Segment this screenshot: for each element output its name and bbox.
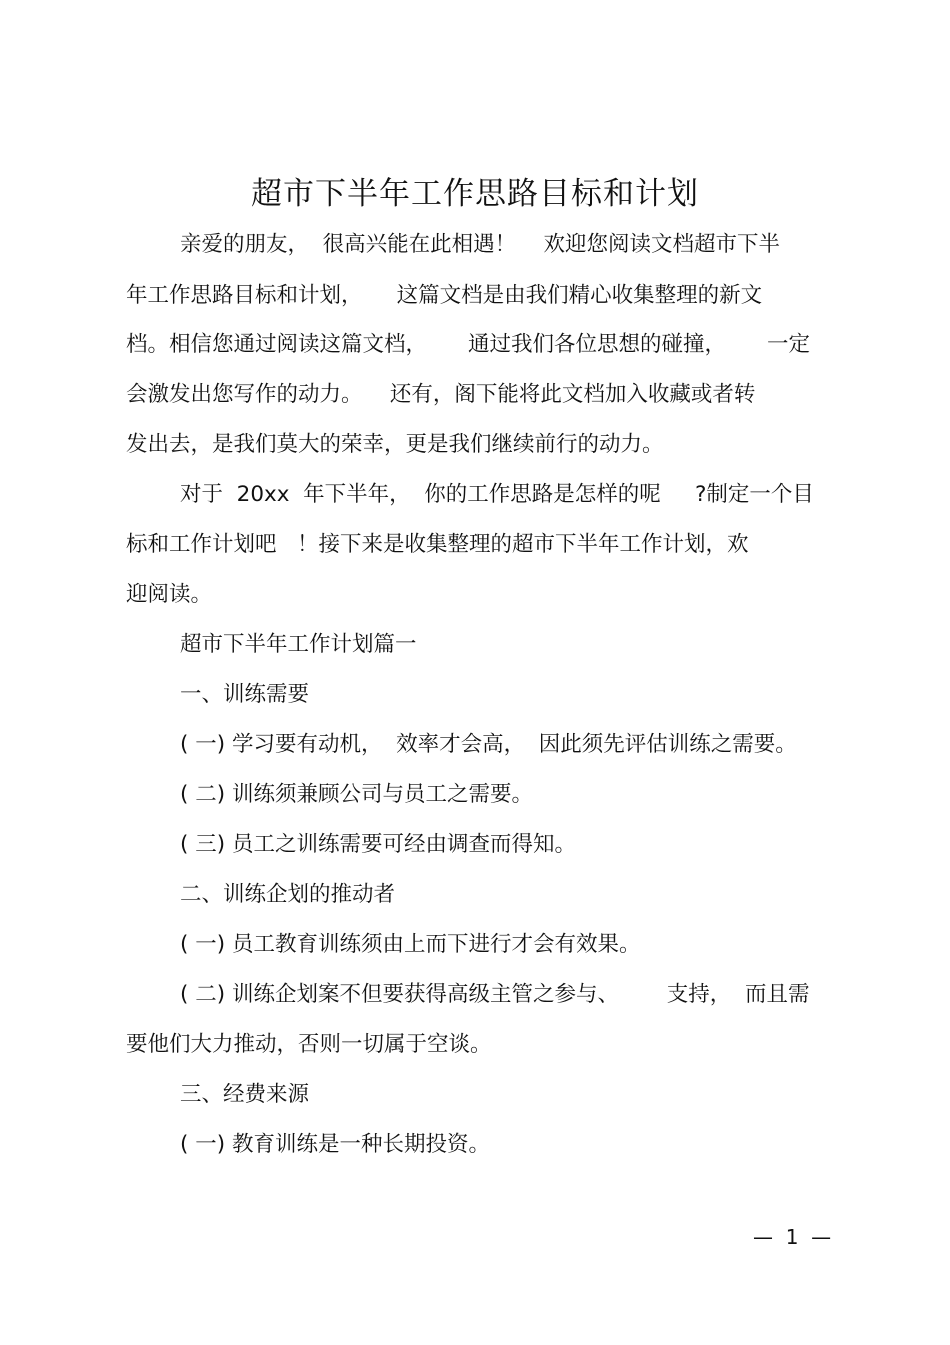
section-heading: 三、经费来源 [180,1082,310,1107]
section-heading: 一、训练需要 [180,682,310,707]
list-item: ( 二) 训练须兼顾公司与员工之需要。 [180,782,533,807]
page-number: — 1 — [753,1225,832,1249]
list-item: ( 二) 训练企划案不但要获得高级主管之参与、 支持， 而且需 [180,982,810,1007]
section-heading: 二、训练企划的推动者 [180,882,396,907]
body-line: 亲爱的朋友， 很高兴能在此相遇！ 欢迎您阅读文档超市下半 [180,232,781,257]
body-line: 发出去，是我们莫大的荣幸，更是我们继续前行的动力。 [126,432,664,457]
section-heading: 超市下半年工作计划篇一 [180,632,417,657]
body-line: 会激发出您写作的动力。 还有，阁下能将此文档加入收藏或者转 [126,382,756,407]
list-item: ( 一) 教育训练是一种长期投资。 [180,1132,490,1157]
list-item: ( 三) 员工之训练需要可经由调查而得知。 [180,832,576,857]
document-title: 超市下半年工作思路目标和计划 [251,176,699,212]
body-line: 要他们大力推动，否则一切属于空谈。 [126,1032,492,1057]
body-line: 档。相信您通过阅读这篇文档， 通过我们各位思想的碰撞， 一定 [126,332,811,357]
body-line: 对于 20xx 年下半年， 你的工作思路是怎样的呢 ?制定一个目 [180,482,814,507]
list-item: ( 一) 员工教育训练须由上而下进行才会有效果。 [180,932,641,957]
list-item: ( 一) 学习要有动机， 效率才会高， 因此须先评估训练之需要。 [180,732,797,757]
body-line: 年工作思路目标和计划， 这篇文档是由我们精心收集整理的新文 [126,283,763,308]
body-line: 标和工作计划吧 ！接下来是收集整理的超市下半年工作计划，欢 [126,532,749,557]
body-line: 迎阅读。 [126,582,213,607]
